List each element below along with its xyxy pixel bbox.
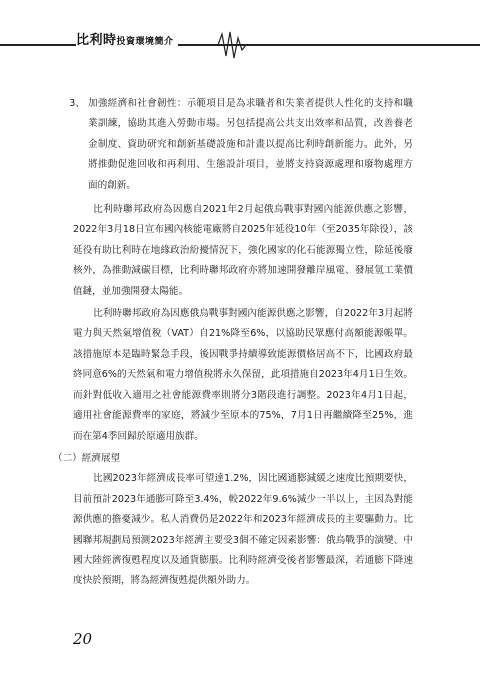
list-item-text: 加強經濟和社會韌性：示範項目是為求職者和失業者提供人性化的支持和職業訓練，協助其進入勞動市場。另包括提高公共支出效率和品質，改善養老金制度、資助研究和創新基礎設施和計畫以提高比利時創新能力。此外，另將推動促進回收和再利用、生態設計項目，並將支持資源處理和廢物處理方面的創新。 [88,98,413,191]
list-item-3 [28,94,413,196]
paragraph-economic-outlook: 比國2023年經濟成長率可望達1.2%，因比國通膨減緩之速度比預期要快，目前預計2023年通膨可降至3.4%，較2022年9.6%減少一半以上，主因為對能源供應的擔憂減少。私人消費仍是2022年和2023年經濟成長的主要驅動力。比國聯邦規劃局預測2023年經濟主要受3個不確定因素影響：俄烏戰爭的演變、中國大陸經濟復甦程度以及通貨膨脹。比利時經濟受後者影響最深，若通膨下降速度快於預期，將為經濟復甦提供額外助力。 [73,473,413,587]
header-title [76,33,178,50]
paragraph-nuclear-extension: 比利時聯邦政府為因應自2021年2月起俄烏戰事對國內能源供應之影響，2022年3月18日宣布國內核能電廠將自2025年延役10年（至2035年除役），該延役有助比利時在地緣政治紛擾情況下，強化國家的化石能源獨立性，除延後廢核外，為推動減碳目標，比利時聯邦政府亦將加速開發離岸風電、發展氫工業價值鏈，並加強開發太陽能。 [73,204,413,297]
page-number: 20 [73,630,93,648]
header-title-sub: 投資環境簡介 [116,37,174,47]
page-header [0,0,480,58]
heartbeat-wave-icon [210,30,400,64]
section-title: （二）經濟展望 [53,452,121,464]
paragraph-vat-reduction: 比利時聯邦政府為因應俄烏戰事對國內能源供應之影響，自2022年3月起將電力與天然氣增值稅（VAT）自21%降至6%，以協助民眾應付高額能源帳單。該措施原本是臨時緊急手段，後因戰爭持續導致能源價格居高不下，比國政府最終同意6%的天然氣和電力增值稅將永久保留，此項措施自2023年4月1日生效。而針對低收入適用之社會能源費率則將分3階段進行調整。2023年4月1日起，適用社會能源費率的家庭，將減少至原本的75%，7月1日再繼續降至25%，進而在第4季回歸於原適用族群。 [73,308,413,442]
document-body [53,94,413,592]
list-item-number: 3、 [69,98,85,109]
header-title-main: 比利時 [76,33,117,48]
